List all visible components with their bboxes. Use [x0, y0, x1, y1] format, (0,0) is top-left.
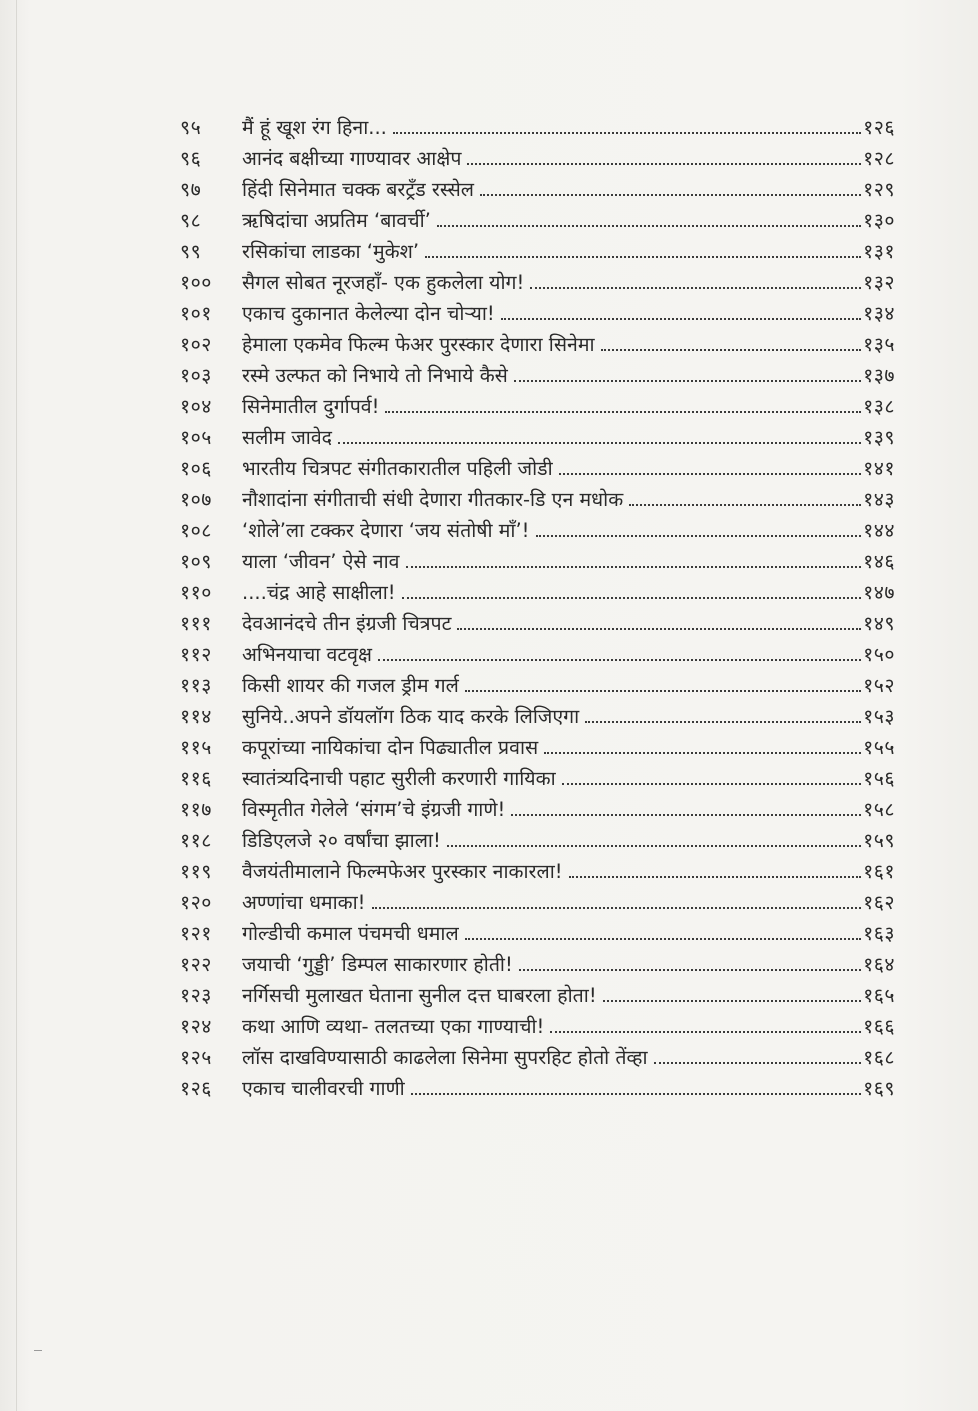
- toc-entry-page: १५६: [863, 767, 895, 790]
- toc-entry-number: १२४: [180, 1015, 212, 1038]
- dot-leader: [530, 287, 861, 289]
- toc-entry-number: १०१: [180, 302, 212, 325]
- toc-entry-title: नर्गिसची मुलाखत घेताना सुनील दत्त घाबरला होता!: [242, 984, 597, 1007]
- toc-entry-title: विस्मृतीत गेलेले ‘संगम’चे इंग्रजी गाणे!: [242, 798, 506, 821]
- toc-entry-title: रस्मे उल्फत को निभाये तो निभाये कैसे: [242, 364, 508, 387]
- toc-entry: [180, 143, 895, 174]
- toc-entry-title: हेमाला एकमेव फिल्म फेअर पुरस्कार देणारा सिनेमा: [242, 333, 595, 356]
- toc-entry: [180, 484, 895, 515]
- toc-entry-number: १०७: [180, 488, 212, 511]
- toc-entry-page: १३४: [863, 302, 895, 325]
- toc-entry-page: १६४: [863, 953, 895, 976]
- toc-entry-page: १४४: [863, 519, 895, 542]
- dot-leader: [402, 597, 862, 599]
- dot-leader: [550, 1031, 861, 1033]
- toc-entry: [180, 422, 895, 453]
- dot-leader: [465, 690, 861, 692]
- page-edge-line: [16, 0, 17, 1411]
- toc-entry-number: ११९: [180, 860, 212, 883]
- toc-entry: [180, 1073, 895, 1104]
- toc-entry: [180, 639, 895, 670]
- toc-entry: [180, 112, 895, 143]
- toc-entry-title: सुनिये..अपने डॉयलॉग ठिक याद करके लिजिएगा: [242, 705, 580, 728]
- dot-leader: [457, 628, 861, 630]
- toc-entry-page: १३७: [863, 364, 895, 387]
- table-of-contents: [180, 112, 895, 1104]
- toc-entry-page: १४७: [863, 581, 895, 604]
- toc-entry: [180, 825, 895, 856]
- toc-entry-number: १०४: [180, 395, 212, 418]
- toc-entry-number: ९६: [180, 147, 202, 170]
- toc-entry: [180, 980, 895, 1011]
- toc-entry-number: ११८: [180, 829, 212, 852]
- toc-entry: [180, 391, 895, 422]
- dot-leader: [406, 566, 862, 568]
- toc-entry-page: १६५: [863, 984, 895, 1007]
- toc-entry-number: १०६: [180, 457, 212, 480]
- toc-entry-title: ....चंद्र आहे साक्षीला!: [242, 581, 396, 604]
- toc-entry-title: अभिनयाचा वटवृक्ष: [242, 643, 372, 666]
- dot-leader: [514, 380, 861, 382]
- toc-entry-page: १६२: [863, 891, 895, 914]
- toc-entry-title: आनंद बक्षीच्या गाण्यावर आक्षेप: [242, 147, 462, 170]
- dot-leader: [480, 194, 861, 196]
- dot-leader: [519, 969, 861, 971]
- toc-entry-number: ११३: [180, 674, 212, 697]
- toc-entry-page: १६८: [863, 1046, 895, 1069]
- toc-entry: [180, 1042, 895, 1073]
- toc-entry-number: ९८: [180, 209, 202, 232]
- toc-entry-title: कपूरांच्या नायिकांचा दोन पिढ्यातील प्रवास: [242, 736, 539, 759]
- dot-leader: [447, 845, 861, 847]
- toc-entry-number: १०५: [180, 426, 212, 449]
- toc-entry-page: १३९: [863, 426, 895, 449]
- toc-entry: [180, 577, 895, 608]
- dot-leader: [559, 473, 861, 475]
- dot-leader: [372, 907, 862, 909]
- dot-leader: [536, 535, 862, 537]
- dot-leader: [465, 938, 861, 940]
- dot-leader: [378, 659, 861, 661]
- toc-entry-title: सलीम जावेद: [242, 426, 333, 449]
- toc-entry-page: १५०: [863, 643, 895, 666]
- toc-entry-title: ऋषिदांचा अप्रतिम ‘बावर्ची’: [242, 209, 431, 232]
- dot-leader: [511, 814, 861, 816]
- dot-leader: [338, 442, 861, 444]
- toc-entry-title: याला ‘जीवन’ ऐसे नाव: [242, 550, 400, 573]
- toc-entry-page: १३८: [863, 395, 895, 418]
- toc-entry-number: ११२: [180, 643, 212, 666]
- toc-entry-title: भारतीय चित्रपट संगीतकारातील पहिली जोडी: [242, 457, 553, 480]
- toc-entry-title: अण्णांचा धमाका!: [242, 891, 366, 914]
- toc-entry-title: वैजयंतीमालाने फिल्मफेअर पुरस्कार नाकारला!: [242, 860, 563, 883]
- dot-leader: [654, 1062, 861, 1064]
- dot-leader: [585, 721, 861, 723]
- toc-entry: [180, 794, 895, 825]
- dot-leader: [411, 1093, 861, 1095]
- toc-entry-page: १३१: [863, 240, 895, 263]
- margin-mark: [34, 1350, 42, 1351]
- dot-leader: [437, 225, 861, 227]
- toc-entry-number: १२०: [180, 891, 212, 914]
- toc-entry: [180, 763, 895, 794]
- toc-entry-page: १२६: [863, 116, 895, 139]
- toc-entry: [180, 887, 895, 918]
- toc-entry-page: १४३: [863, 488, 895, 511]
- toc-entry-page: १६९: [863, 1077, 895, 1100]
- dot-leader: [467, 163, 861, 165]
- toc-entry: [180, 918, 895, 949]
- dot-leader: [601, 349, 862, 351]
- toc-entry: [180, 546, 895, 577]
- toc-entry-title: नौशादांना संगीताची संधी देणारा गीतकार-डि एन मधोक: [242, 488, 624, 511]
- toc-entry-page: १३०: [863, 209, 895, 232]
- toc-entry-page: १४६: [863, 550, 895, 573]
- toc-entry-page: १२८: [863, 147, 895, 170]
- toc-entry-page: १५९: [863, 829, 895, 852]
- toc-entry-page: १२९: [863, 178, 895, 201]
- dot-leader: [544, 752, 861, 754]
- toc-entry-number: १११: [180, 612, 212, 635]
- toc-entry-number: १०३: [180, 364, 212, 387]
- dot-leader: [425, 256, 861, 258]
- toc-entry-number: १२३: [180, 984, 212, 1007]
- toc-entry-page: १४१: [863, 457, 895, 480]
- toc-entry: [180, 236, 895, 267]
- toc-entry: [180, 298, 895, 329]
- toc-entry-title: सैगल सोबत नूरजहाँ- एक हुकलेला योग!: [242, 271, 525, 294]
- toc-entry-number: ११६: [180, 767, 212, 790]
- toc-entry-number: ११५: [180, 736, 212, 759]
- toc-entry-number: १२५: [180, 1046, 212, 1069]
- toc-entry-title: रसिकांचा लाडका ‘मुकेश’: [242, 240, 420, 263]
- toc-entry-title: जयाची ‘गुड्डी’ डिम्पल साकारणार होती!: [242, 953, 513, 976]
- toc-entry-title: ‘शोले’ला टक्कर देणारा ‘जय संतोषी माँ’!: [242, 519, 530, 542]
- toc-entry-page: १५८: [863, 798, 895, 821]
- toc-entry: [180, 360, 895, 391]
- toc-entry: [180, 515, 895, 546]
- toc-entry-title: एकाच चालीवरची गाणी: [242, 1077, 405, 1100]
- toc-entry: [180, 608, 895, 639]
- toc-entry: [180, 174, 895, 205]
- toc-entry-title: गोल्डीची कमाल पंचमची धमाल: [242, 922, 459, 945]
- toc-entry: [180, 670, 895, 701]
- toc-entry-page: १६३: [863, 922, 895, 945]
- toc-entry-page: १५५: [863, 736, 895, 759]
- toc-entry: [180, 329, 895, 360]
- toc-entry: [180, 856, 895, 887]
- toc-entry-title: स्वातंत्र्यदिनाची पहाट सुरीली करणारी गायिका: [242, 767, 556, 790]
- toc-entry-number: १२६: [180, 1077, 212, 1100]
- dot-leader: [569, 876, 861, 878]
- toc-entry-number: ९९: [180, 240, 202, 263]
- toc-entry-number: १२२: [180, 953, 212, 976]
- dot-leader: [629, 504, 861, 506]
- toc-entry-title: हिंदी सिनेमात चक्क बरट्रँड रस्सेल: [242, 178, 475, 201]
- toc-entry-title: सिनेमातील दुर्गापर्व!: [242, 395, 380, 418]
- toc-entry-title: मैं हूं खूश रंग हिना...: [242, 116, 387, 139]
- toc-entry-number: ९५: [180, 116, 202, 139]
- toc-entry-number: १०८: [180, 519, 212, 542]
- toc-entry-title: लॉस दाखविण्यासाठी काढलेला सिनेमा सुपरहिट होतो तेंव्हा: [242, 1046, 648, 1069]
- toc-entry-page: १५२: [863, 674, 895, 697]
- toc-entry: [180, 701, 895, 732]
- dot-leader: [562, 783, 861, 785]
- dot-leader: [385, 411, 861, 413]
- toc-entry: [180, 205, 895, 236]
- toc-entry-title: देवआनंदचे तीन इंग्रजी चित्रपट: [242, 612, 452, 635]
- toc-entry-title: एकाच दुकानात केलेल्या दोन चोऱ्या!: [242, 302, 495, 325]
- dot-leader: [603, 1000, 861, 1002]
- toc-entry: [180, 949, 895, 980]
- toc-entry: [180, 267, 895, 298]
- dot-leader: [501, 318, 861, 320]
- toc-entry: [180, 732, 895, 763]
- toc-entry-page: १३२: [863, 271, 895, 294]
- toc-entry-page: १६१: [863, 860, 895, 883]
- toc-entry-number: ११४: [180, 705, 212, 728]
- toc-entry-number: ९७: [180, 178, 202, 201]
- toc-entry-title: कथा आणि व्यथा- तलतच्या एका गाण्याची!: [242, 1015, 545, 1038]
- toc-entry: [180, 453, 895, 484]
- toc-entry-page: १३५: [863, 333, 895, 356]
- toc-entry-page: १४९: [863, 612, 895, 635]
- toc-entry-page: १५३: [863, 705, 895, 728]
- toc-entry-number: १२१: [180, 922, 212, 945]
- toc-entry-number: १००: [180, 271, 212, 294]
- toc-entry-number: १०२: [180, 333, 212, 356]
- toc-entry-title: डिडिएलजे २० वर्षांचा झाला!: [242, 829, 441, 852]
- toc-entry-page: १६६: [863, 1015, 895, 1038]
- dot-leader: [393, 132, 861, 134]
- toc-entry-number: १०९: [180, 550, 212, 573]
- toc-entry-number: ११७: [180, 798, 212, 821]
- toc-entry-title: किसी शायर की गजल ड्रीम गर्ल: [242, 674, 459, 697]
- toc-entry: [180, 1011, 895, 1042]
- toc-entry-number: ११०: [180, 581, 212, 604]
